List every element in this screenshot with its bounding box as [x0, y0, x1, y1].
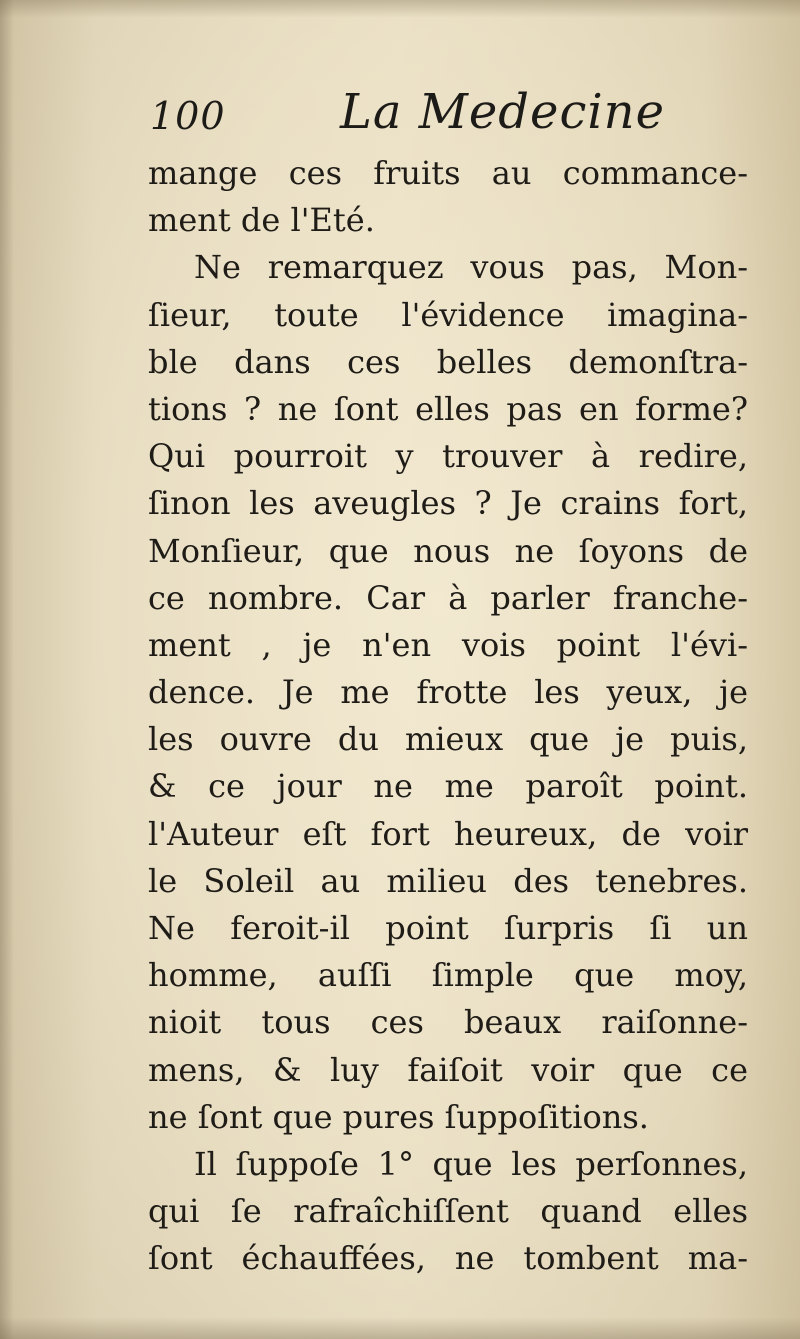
text-line: ne ſont que pures ſuppoſitions. [148, 1097, 649, 1136]
text-line: tions ? ne ſont elles pas en forme? [148, 389, 748, 428]
page-bottom-shadow [0, 1317, 800, 1339]
text-line: nioit tous ces beaux raiſonne- [148, 1003, 748, 1042]
text-line: ſieur, toute l'évidence imagina- [148, 295, 748, 334]
text-line: ment , je n'en vois point l'évi- [148, 625, 748, 664]
text-line: ment de l'Eté. [148, 201, 375, 240]
body-text [148, 150, 748, 1283]
text-line: mange ces fruits au commance- [148, 154, 748, 192]
text-line: homme, auſſi ſimple que moy, [148, 956, 748, 995]
text-line: ſont échauffées, ne tombent ma- [148, 1239, 748, 1278]
page-top-shadow [0, 0, 800, 18]
text-line: l'Auteur eſt fort heureux, de voir [148, 814, 748, 853]
text-line: ce nombre. Car à parler franche- [148, 578, 748, 617]
text-line: le Soleil au milieu des tenebres. [148, 861, 748, 900]
text-line: Il ſuppoſe 1° que les perſonnes, [194, 1144, 748, 1183]
text-line: Ne remarquez vous pas, Mon- [194, 248, 748, 287]
text-line: ble dans ces belles demonſtra- [148, 342, 748, 381]
text-line: Ne feroit-il point ſurpris ſi un [148, 909, 748, 947]
text-line: les ouvre du mieux que je puis, [148, 720, 748, 759]
running-head: La Medecine [340, 84, 665, 140]
text-line: dence. Je me frotte les yeux, je [148, 673, 748, 712]
text-line: mens, & luy faiſoit voir que ce [148, 1050, 748, 1089]
page-number: 100 [150, 94, 226, 138]
text-line: qui ſe rafraîchiſſent quand elles [148, 1192, 748, 1231]
page-left-shadow [0, 0, 14, 1339]
text-line: Monſieur, que nous ne ſoyons de [148, 531, 748, 570]
text-line: & ce jour ne me paroît point. [148, 767, 748, 806]
page-header [150, 80, 750, 142]
text-line: ſinon les aveugles ? Je crains fort, [148, 484, 748, 523]
text-line: Qui pourroit y trouver à redire, [148, 437, 748, 476]
